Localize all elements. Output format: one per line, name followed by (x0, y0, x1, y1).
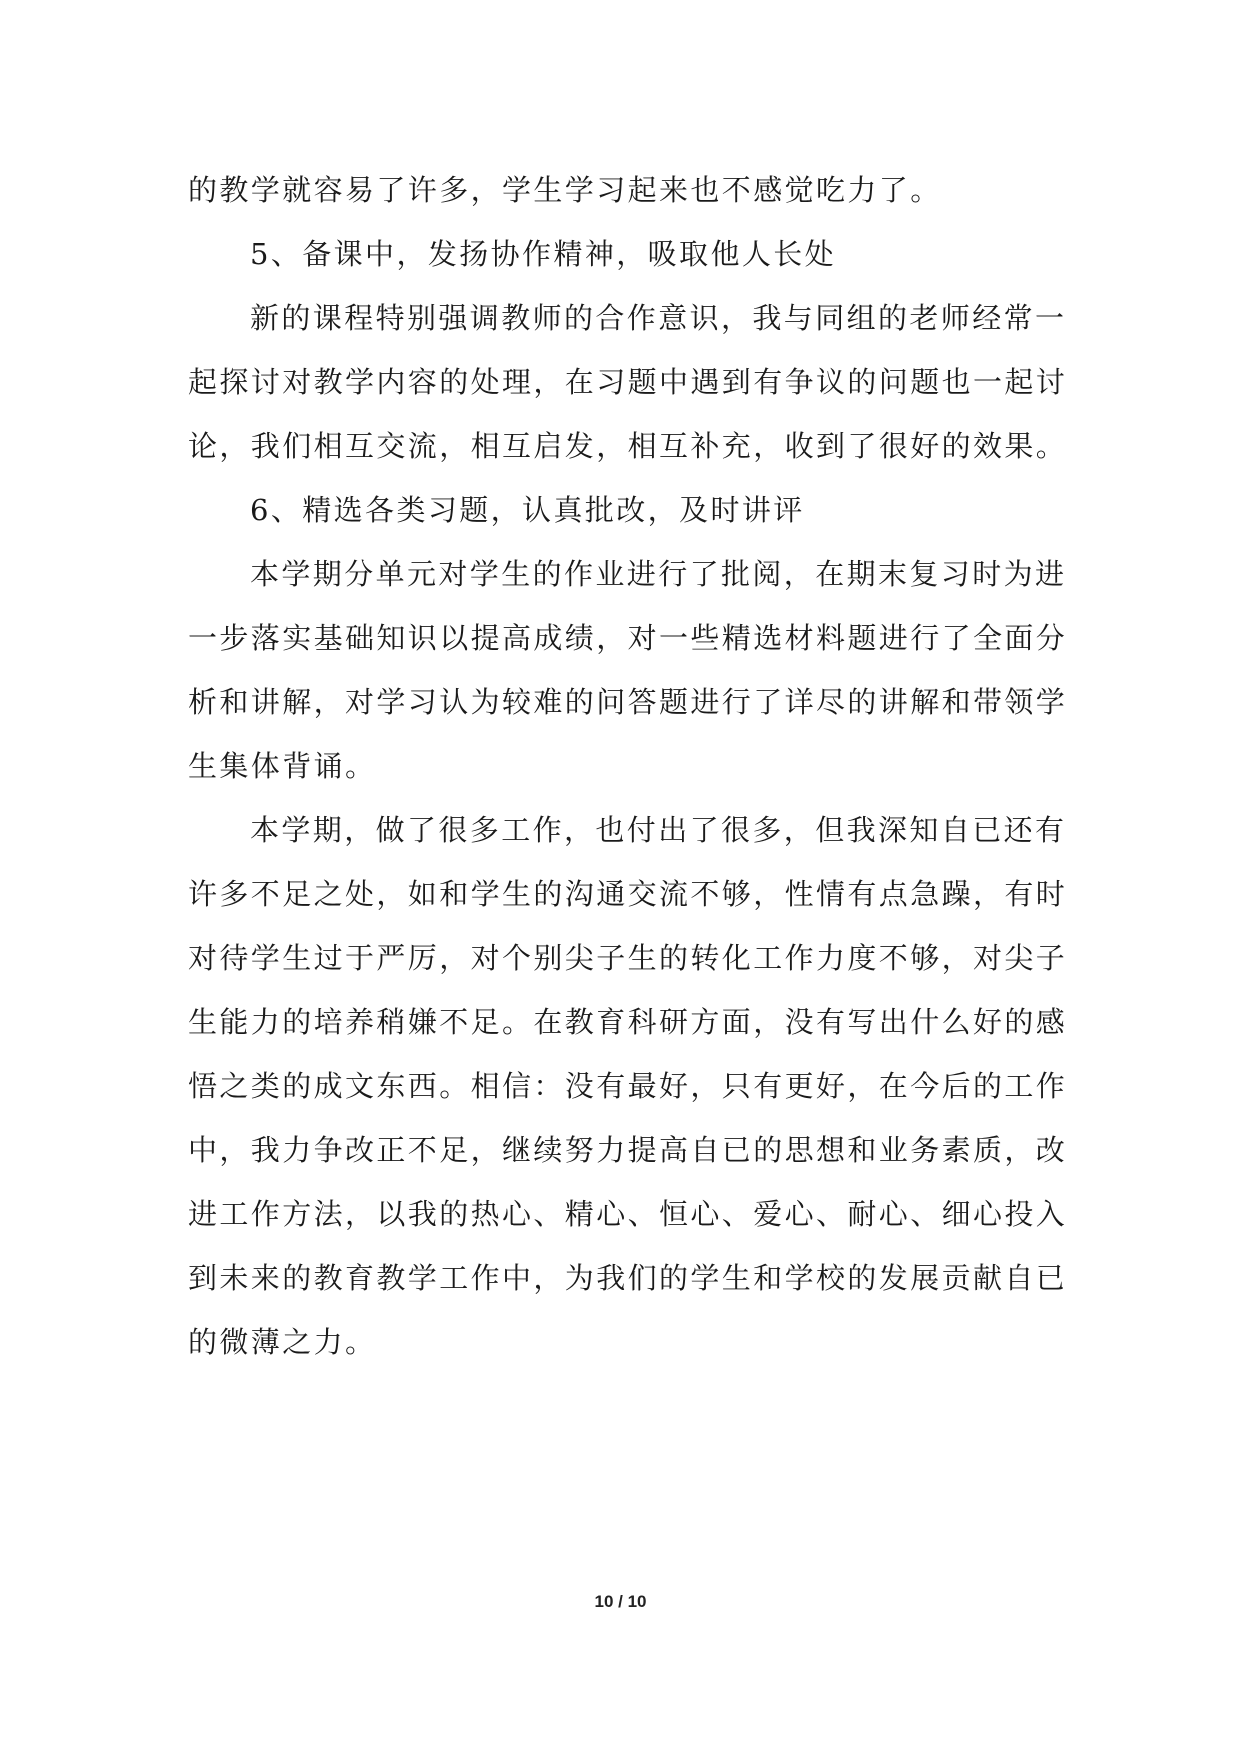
text-line: 起探讨对教学内容的处理，在习题中遇到有争议的问题也一起讨 (188, 365, 1068, 399)
text-line: 悟之类的成文东西。相信：没有最好，只有更好，在今后的工作 (188, 1069, 1068, 1103)
section-heading-5: 5、备课中，发扬协作精神，吸取他人长处 (250, 237, 837, 271)
text-line: 新的课程特别强调教师的合作意识，我与同组的老师经常一 (250, 301, 1067, 335)
text-line: 到未来的教育教学工作中，为我们的学生和学校的发展贡献自已 (188, 1261, 1068, 1295)
text-line: 本学期，做了很多工作，也付出了很多，但我深知自已还有 (250, 813, 1067, 847)
text-line: 本学期分单元对学生的作业进行了批阅，在期末复习时为进 (250, 557, 1067, 591)
section-heading-6: 6、精选各类习题，认真批改，及时讲评 (250, 493, 805, 527)
page-number: 10 / 10 (594, 1592, 647, 1611)
text-line: 许多不足之处，如和学生的沟通交流不够，性情有点急躁，有时 (188, 877, 1068, 911)
text-line: 中，我力争改正不足，继续努力提高自已的思想和业务素质，改 (188, 1133, 1068, 1167)
text-line: 的微薄之力。 (188, 1325, 377, 1359)
text-line: 一步落实基础知识以提高成绩，对一些精选材料题进行了全面分 (188, 621, 1068, 655)
text-line: 生集体背诵。 (188, 749, 377, 783)
document-body (188, 158, 1068, 1374)
text-line: 生能力的培养稍嫌不足。在教育科研方面，没有写出什么好的感 (188, 1005, 1068, 1039)
text-line: 对待学生过于严厉，对个别尖子生的转化工作力度不够，对尖子 (188, 941, 1068, 975)
text-line: 论，我们相互交流，相互启发，相互补充，收到了很好的效果。 (188, 429, 1068, 463)
text-line: 析和讲解，对学习认为较难的问答题进行了详尽的讲解和带领学 (188, 685, 1068, 719)
text-line: 进工作方法，以我的热心、精心、恒心、爱心、耐心、细心投入 (188, 1197, 1068, 1231)
text-line: 的教学就容易了许多，学生学习起来也不感觉吃力了。 (188, 173, 942, 207)
